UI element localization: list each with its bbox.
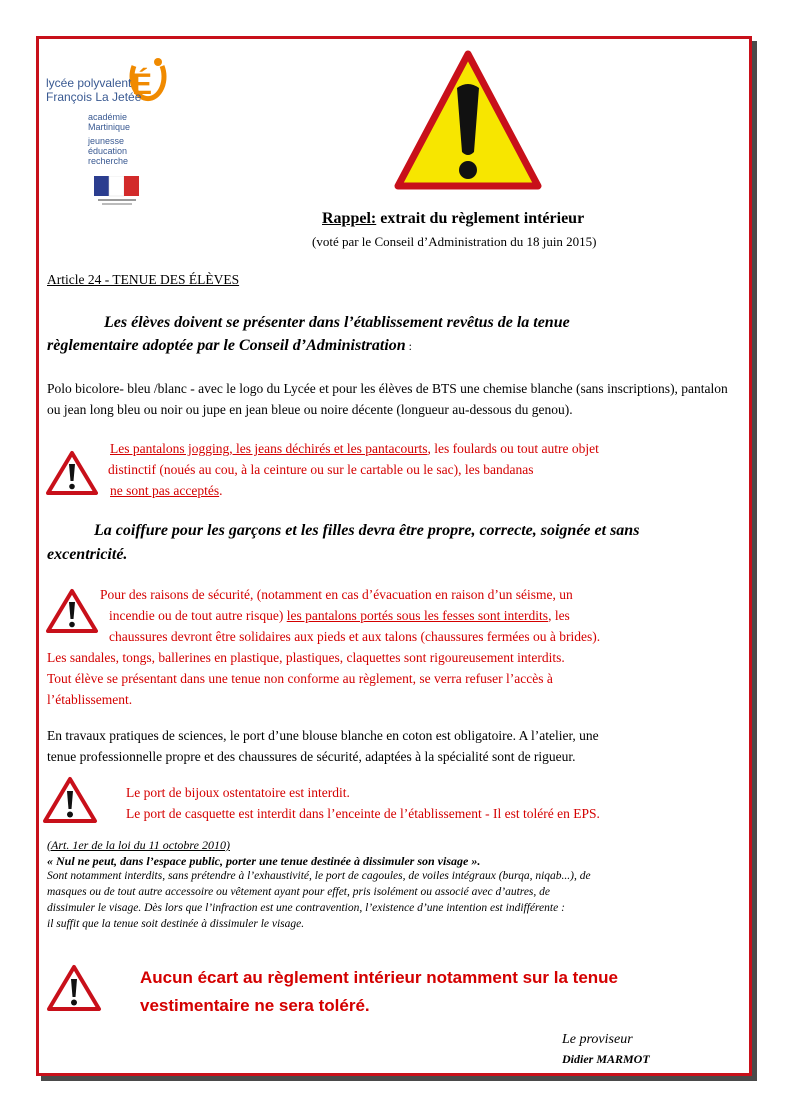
warning-1-line-1 <box>110 441 599 457</box>
warning-2-forbidden: les pantalons portés sous les fesses sont interdits <box>286 608 549 623</box>
page-subtitle: (voté par le Conseil d’Administration du 18 juin 2015) <box>312 234 597 249</box>
signature-role: Le proviseur <box>562 1032 633 1047</box>
intro-line-2 <box>47 337 412 355</box>
warning-triangle-icon <box>46 450 98 496</box>
warning-1-not-accepted: ne sont pas acceptés <box>110 483 220 498</box>
warning-2-line-6: l’établissement. <box>47 692 133 707</box>
school-logo <box>46 54 166 214</box>
intro-line-1: Les élèves doivent se présenter dans l’établissement revêtus de la tenue <box>104 314 570 331</box>
warning-2-line-5: Tout élève se présentant dans une tenue non conforme au règlement, se verra refuser l’accès à <box>47 671 553 686</box>
logo-org-2: Martinique <box>88 122 131 132</box>
warning-2-line-2 <box>109 608 570 624</box>
final-warning-line-1: Aucun écart au règlement intérieur notamment sur la tenue <box>140 968 619 987</box>
logo-line-2: François La Jetée <box>46 90 142 104</box>
warning-2-line-2-end: , les <box>548 608 570 623</box>
law-line-3: dissimuler le visage. Dès lors que l’infraction est une contravention, l’existence d’une intention est indifférente : <box>47 902 565 914</box>
page-title <box>322 210 584 228</box>
warning-triangle-icon <box>42 776 98 824</box>
law-quote: « Nul ne peut, dans l’espace public, porter une tenue destinée à dissimuler son visage ». <box>47 854 481 868</box>
warning-triangle-icon <box>46 588 98 634</box>
warning-triangle-icon <box>46 964 102 1012</box>
law-line-1: Sont notamment interdits, sans prétendre à l’exhaustivité, le port de cagoules, de voiles intégraux (burqa, niqab...), de <box>47 870 591 882</box>
uniform-paragraph: Polo bicolore- bleu /blanc - avec le logo du Lycée et pour les élèves de BTS une chemise blanche (sans inscriptions), pantalon ou jean long bleu ou noir ou jupe en jean bleue ou noire décente (longueur au-dessous du genou). <box>47 381 728 417</box>
logo-org-5: recherche <box>88 156 129 166</box>
intro-line-2-suffix: : <box>405 339 413 353</box>
warning-2-line-1: Pour des raisons de sécurité, (notamment en cas d’évacuation en raison d’un séisme, un <box>100 587 573 602</box>
intro-line-2-text: règlementaire adoptée par le Conseil d’Administration <box>47 337 406 354</box>
french-republic-flag-icon <box>94 176 140 206</box>
law-line-4: il suffit que la tenue soit destinée à dissimuler le visage. <box>47 918 305 930</box>
logo-letter: É <box>132 68 153 101</box>
law-reference: (Art. 1er de la loi du 11 octobre 2010) <box>47 838 230 852</box>
law-line-2: masques ou de tout autre accessoire ou vêtement ayant pour effet, pris isolément ou associé avec d’autres, de <box>47 886 551 898</box>
warning-3-line-1: Le port de bijoux ostentatoire est interdit. <box>126 785 350 800</box>
article-title: Article 24 - TENUE DES ÉLÈVES <box>47 272 240 287</box>
final-warning-line-2: vestimentaire ne sera toléré. <box>140 996 370 1015</box>
warning-1-period: . <box>219 483 223 498</box>
lab-line-1: En travaux pratiques de sciences, le port d’une blouse blanche en coton est obligatoire. A l’atelier, une <box>47 728 599 743</box>
logo-org-1: académie <box>88 112 128 122</box>
title-text: extrait du règlement intérieur <box>376 210 585 227</box>
warning-2-line-2-start: incendie ou de tout autre risque) <box>109 608 287 623</box>
warning-1-line-2: distinctif (noués au cou, à la ceinture ou sur le cartable ou le sac), les bandanas <box>108 462 534 477</box>
title-prefix: Rappel: <box>322 210 377 227</box>
warning-3-line-2: Le port de casquette est interdit dans l’enceinte de l’établissement - Il est toléré en EPS. <box>126 806 600 821</box>
logo-line-1: lycée polyvalent <box>46 76 132 90</box>
logo-org-4: éducation <box>88 146 128 156</box>
warning-2-line-3: chaussures devront être solidaires aux pieds et aux talons (chaussures fermées ou à brides). <box>109 629 601 644</box>
lab-line-2: tenue professionnelle propre et des chaussures de sécurité, adaptées à la spécialité sont de rigueur. <box>47 749 576 764</box>
warning-1-line-3 <box>110 483 222 499</box>
warning-2-line-4: Les sandales, tongs, ballerines en plastique, plastiques, claquettes sont rigoureusement interdits. <box>47 650 565 665</box>
hair-line-2: excentricité. <box>47 546 128 563</box>
logo-org-3: jeunesse <box>88 136 125 146</box>
warning-1-rest: , les foulards ou tout autre objet <box>427 441 599 456</box>
warning-1-underlined: Les pantalons jogging, les jeans déchirés et les pantacourts <box>110 441 428 456</box>
hair-line-1: La coiffure pour les garçons et les filles devra être propre, correcte, soignée et sans <box>94 522 640 539</box>
signature-name: Didier MARMOT <box>562 1052 650 1066</box>
warning-triangle-icon <box>394 48 542 196</box>
